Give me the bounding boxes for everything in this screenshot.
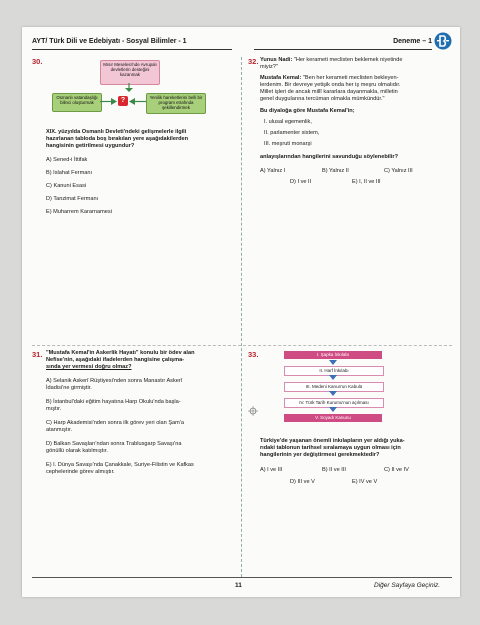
q31-option-b-line-1[interactable]: B) İstanbul'daki eğitim hayatına Harp Okulu'nda başla- xyxy=(46,399,181,405)
q31-line-3: sında yer vermesi doğru olmaz? xyxy=(46,364,132,370)
registration-mark-icon xyxy=(248,406,258,416)
q30-arrow-down-icon xyxy=(125,83,133,92)
q30-stem-line-2: hazırlanan tabloda boş bırakılan yere aşağıdakilerden xyxy=(46,136,189,142)
q32-line-5: Millet işleri de ancak millî kararlara dayanmakla, milletin xyxy=(260,89,398,95)
q33-option-d[interactable]: D) III ve V xyxy=(290,479,315,485)
q32-item-1: I. ulusal egemenlik, xyxy=(264,119,312,125)
q32-line-2: miyiz?" xyxy=(260,64,278,70)
q32-item-3: III. meşruti monarşi xyxy=(264,141,312,147)
q31-option-c-line-1[interactable]: C) Harp Akademisi'nden sonra ilk görev yeri olan Şam'a xyxy=(46,420,185,426)
q32-speaker-mustafa: Mustafa Kemal: xyxy=(260,75,302,81)
q30-diagram-right-text: Yenilik hareketlerini belli bir program etrafında şekillendirmek xyxy=(149,95,203,111)
footer-next-page: Diğer Sayfaya Geçiniz. xyxy=(374,582,441,589)
q33-line-2: rıdaki tablonun tarihsel sıralamaya uygun olması için xyxy=(260,445,401,451)
q32-speaker-yunus: Yunus Nadi: xyxy=(260,57,293,63)
q33-flow-step-2: II. Harf İnkılabı xyxy=(284,366,384,376)
q30-option-a[interactable]: A) Sened-i İttifak xyxy=(46,157,88,163)
q32-item-2: II. parlamenter sistem, xyxy=(264,130,320,136)
column-divider xyxy=(241,57,242,577)
q30-stem-line-1: XIX. yüzyılda Osmanlı Devleti'ndeki gelişmelerle ilgili xyxy=(46,129,187,135)
q32-option-d[interactable]: D) I ve II xyxy=(290,179,312,185)
q30-option-b[interactable]: B) Islahat Fermanı xyxy=(46,170,93,176)
q33-option-b[interactable]: B) II ve III xyxy=(322,467,346,473)
q30-option-e[interactable]: E) Muharrem Kararnamesi xyxy=(46,209,112,215)
q31-option-b-line-2[interactable]: mıştır. xyxy=(46,406,62,412)
q32-line-1 xyxy=(260,57,403,64)
q30-option-d[interactable]: D) Tanzimat Fermanı xyxy=(46,196,99,202)
q30-diagram-top-text: Mısır Meselesi'nde Avrupalı devletlerin desteğini kazanmak xyxy=(103,62,157,78)
header-left-title: AYT/ Türk Dili ve Edebiyatı - Sosyal Bilimler - 1 xyxy=(32,35,232,50)
q33-flow-arrow-4-icon xyxy=(329,407,337,412)
q30-arrow-right-icon xyxy=(100,98,117,105)
q32-line-4: lerdenim. Bir devreye yetişik onda her iş meşru olmalıdır. xyxy=(260,82,401,88)
q33-flow-arrow-2-icon xyxy=(329,375,337,380)
q33-option-c[interactable]: C) II ve IV xyxy=(384,467,409,473)
q33-line-1: Türkiye'de yaşanan önemli inkılapların yer aldığı yuka- xyxy=(260,438,405,444)
question-31-number: 31. xyxy=(32,350,43,359)
q33-flow-arrow-3-icon xyxy=(329,391,337,396)
q30-diagram-right-box xyxy=(146,93,206,114)
question-32-number: 32. xyxy=(248,57,259,66)
q31-option-d-line-2[interactable]: gönüllü olarak katılmıştır. xyxy=(46,448,108,454)
q32-line-6: genel duygularına tercüman olmakla mümkündür." xyxy=(260,96,385,102)
q32-line-3-text: "Ben her kerameti meclisten bekleyen- xyxy=(301,75,399,81)
q33-flow-step-4: IV. Türk Tarih Kurumu'nun açılması xyxy=(284,398,384,408)
q31-option-a-line-2[interactable]: İdadisi'ne girmiştir. xyxy=(46,385,92,391)
q31-option-c-line-2[interactable]: atanmıştır. xyxy=(46,427,73,433)
q30-stem-line-3: hangisinin getirilmesi uygundur? xyxy=(46,143,135,149)
header-right-title: Deneme – 1 xyxy=(254,35,432,50)
q32-line-7: Bu diyaloğa göre Mustafa Kemal'in; xyxy=(260,108,355,114)
q33-flow-step-5: V. Soyadı Kanunu xyxy=(284,414,382,422)
question-30-number: 30. xyxy=(32,57,43,66)
q33-line-3: hangilerinin yer değiştirmesi gerekmektedir? xyxy=(260,452,380,458)
q30-question-mark-icon: ? xyxy=(118,96,128,106)
q30-arrow-left-icon xyxy=(129,98,146,105)
question-33-number: 33. xyxy=(248,350,259,359)
q32-option-a[interactable]: A) Yalnız I xyxy=(260,168,286,174)
q32-question: anlayışlarından hangilerini savunduğu söylenebilir? xyxy=(260,154,399,160)
q32-line-1-text: "Her kerameti meclisten beklemek niyetinde xyxy=(292,57,403,63)
q33-flow-arrow-1-icon xyxy=(329,360,337,365)
q33-flow-step-3: III. Medeni Kanun'un Kabulü xyxy=(284,382,384,392)
q32-option-c[interactable]: C) Yalnız III xyxy=(384,168,413,174)
q31-line-2: Nefise'nin, aşağıdaki ifadelerden hangisine çalışma- xyxy=(46,357,185,363)
exam-page xyxy=(22,27,460,597)
q30-diagram-top-box xyxy=(100,60,160,85)
q32-option-e[interactable]: E) I, II ve III xyxy=(352,179,381,185)
row-divider xyxy=(32,345,452,346)
q31-option-e-line-2[interactable]: cephelerinde görev almıştır. xyxy=(46,469,115,475)
q32-option-b[interactable]: B) Yalnız II xyxy=(322,168,349,174)
q31-option-d-line-1[interactable]: D) Balkan Savaşları'ndan sonra Trablusgarp Savaşı'na xyxy=(46,441,182,447)
q30-diagram-left-box xyxy=(52,93,102,112)
publisher-logo-icon xyxy=(434,32,452,50)
footer-page-number: 11 xyxy=(235,582,242,589)
q30-option-c[interactable]: C) Kanuni Esasi xyxy=(46,183,87,189)
q31-line-1: "Mustafa Kemal'in Askerlik Hayatı" konulu bir ödev alan xyxy=(46,350,195,356)
q33-flow-step-1: I. Şapka İnkılabı xyxy=(284,351,382,359)
q33-option-e[interactable]: E) IV ve V xyxy=(352,479,378,485)
footer-rule xyxy=(32,577,452,578)
q33-option-a[interactable]: A) I ve III xyxy=(260,467,283,473)
q31-option-e-line-1[interactable]: E) I. Dünya Savaşı'nda Çanakkale, Suriye-Filistin ve Kafkas xyxy=(46,462,194,468)
q31-option-a-line-1[interactable]: A) Selanik Askerî Rüştiyesi'nden sonra Manastır Askerî xyxy=(46,378,183,384)
q30-diagram-left-text: Osmanlı vatandaşlığı bilinci oluşturmak xyxy=(56,95,98,106)
